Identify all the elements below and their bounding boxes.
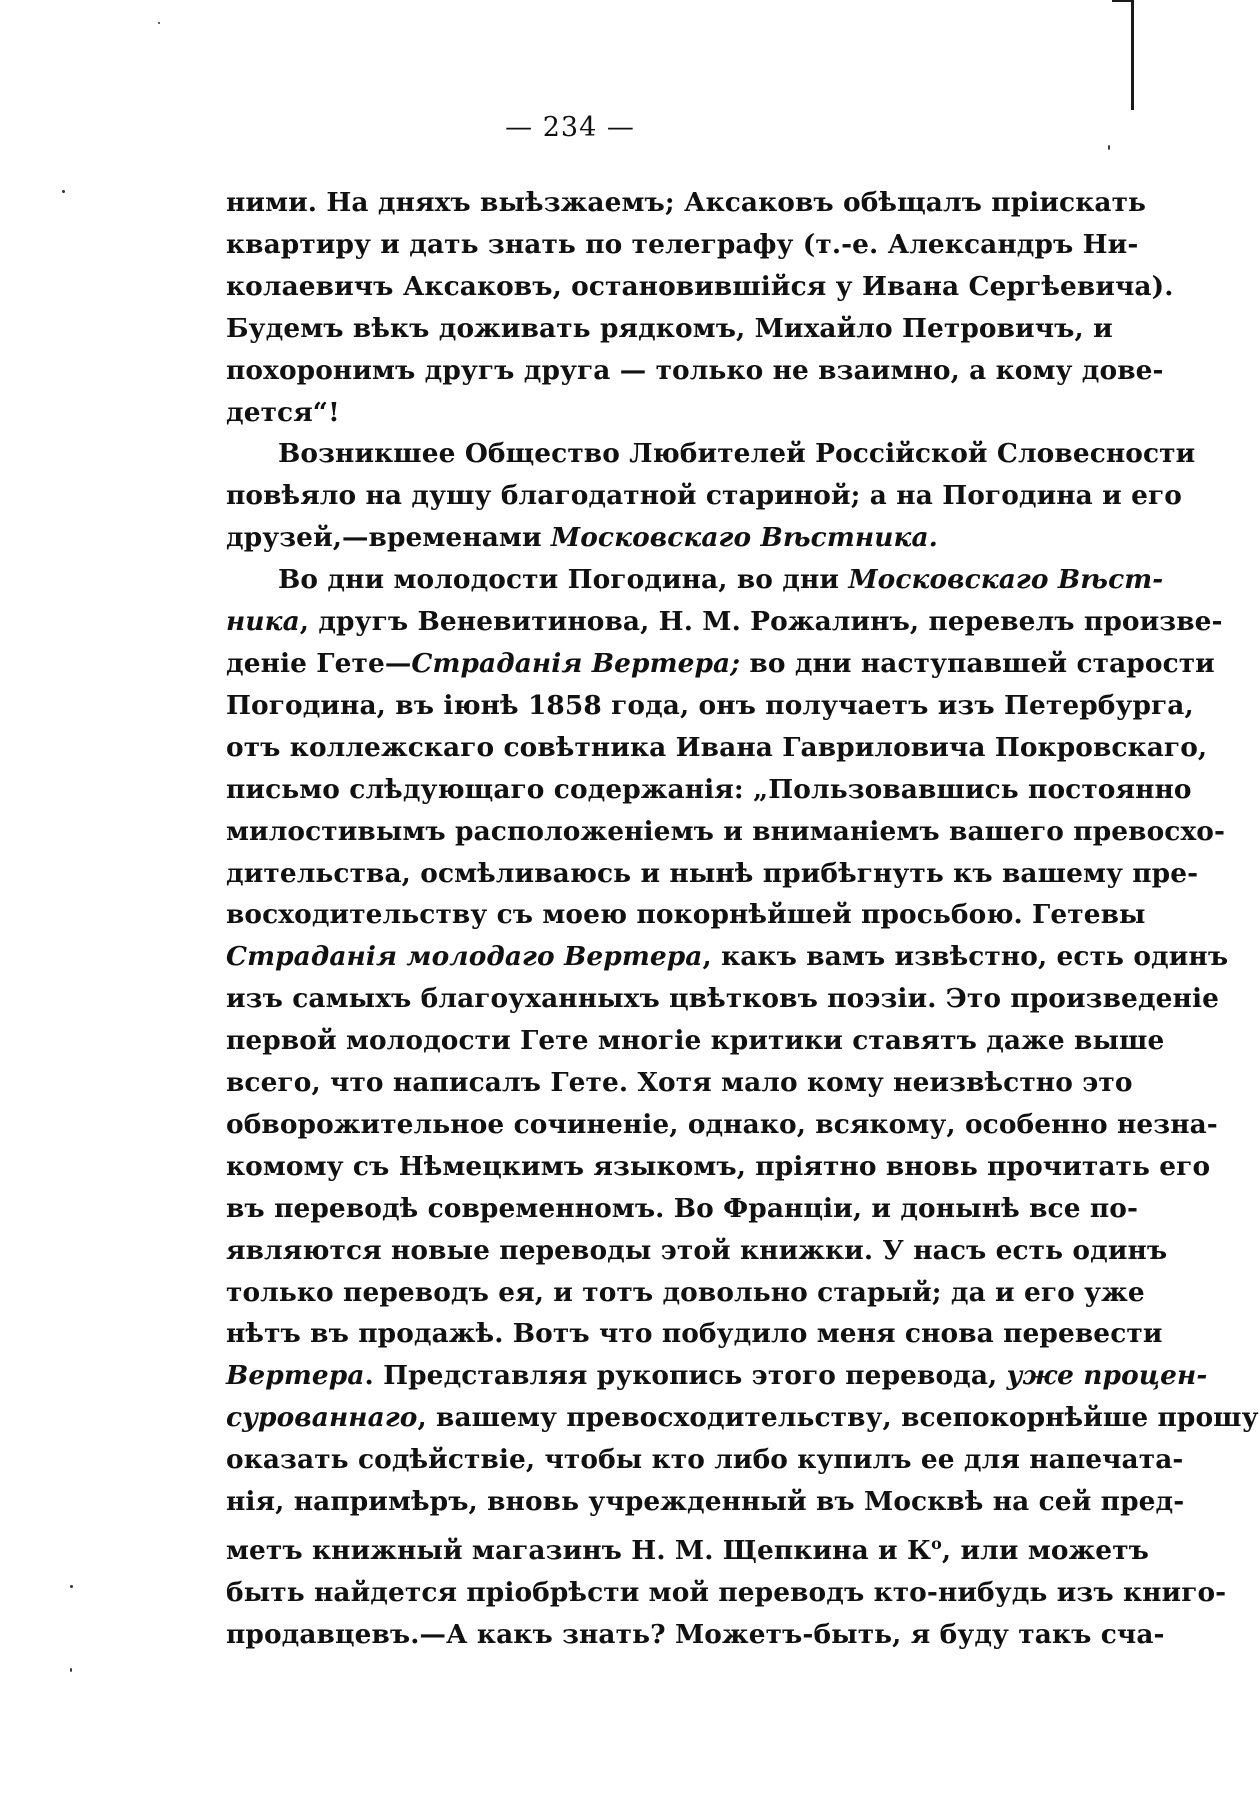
italic-title: Вертера: [226, 1360, 365, 1392]
scan-speck: [1108, 145, 1110, 150]
scan-edge: [1131, 0, 1134, 110]
paragraph-2: [226, 433, 1196, 559]
text-span: , какъ вамъ извѣстно, есть одинъ: [702, 941, 1229, 973]
text-span: , вашему превосходительству, всепокорнѣйше прошу: [417, 1402, 1259, 1434]
text-line: [226, 559, 1164, 601]
text-line: дительства, осмѣливаюсь и нынѣ прибѣгнуть къ вашему пре-: [226, 857, 1199, 889]
scan-speck: [70, 1585, 73, 1588]
text-line: [226, 1355, 1208, 1397]
text-line: Погодина, въ іюнѣ 1858 года, онъ получаетъ изъ Петербурга,: [226, 689, 1194, 721]
text-span: деніе Гете—: [226, 647, 412, 679]
italic-title: Страданія Вертера;: [411, 647, 741, 679]
text-line: дется“!: [226, 396, 340, 428]
text-span: , или можетъ: [941, 1534, 1149, 1566]
text-span: Во дни молодости Погодина, во дни: [278, 564, 849, 596]
text-line: Возникшее Общество Любителей Россійской Словесности: [278, 438, 1196, 470]
text-line: оказать содѣйствіе, чтобы кто либо купилъ ее для напечата-: [226, 1444, 1184, 1476]
scan-speck: [70, 1668, 72, 1672]
text-line: нія, напримѣръ, вновь учрежденный въ Москвѣ на сей пред-: [226, 1486, 1185, 1518]
text-line: ними. На дняхъ выѣзжаемъ; Аксаковъ обѣщалъ пріискать: [226, 187, 1147, 218]
text-line: нѣтъ въ продажѣ. Вотъ что побудило меня снова перевести: [226, 1318, 1163, 1350]
text-line: только переводъ ея, и тотъ довольно старый; да и его уже: [226, 1276, 1145, 1308]
text-span: . Представляя рукопись этого перевода,: [364, 1360, 1007, 1392]
page-number: — 234 —: [505, 112, 635, 143]
text-line: восходительству съ моею покорнѣйшей просьбою. Гетевы: [226, 899, 1146, 931]
text-span: друзей,—временами: [226, 522, 551, 554]
italic-title: Московскаго Вѣст-: [848, 564, 1164, 596]
superscript: о: [931, 1534, 942, 1553]
text-line: [226, 936, 1229, 978]
italic-title: ника: [226, 606, 300, 638]
text-span: , другъ Веневитинова, Н. М. Рожалинъ, перевелъ произве-: [299, 606, 1223, 638]
text-line: комому съ Нѣмецкимъ языкомъ, пріятно вновь прочитать его: [226, 1150, 1211, 1182]
text-line: [226, 1523, 1149, 1572]
text-line: похоронимъ другъ друга — только не взаимно, а кому дове-: [226, 354, 1164, 386]
page-body: [226, 182, 1259, 1656]
paragraph-3: [226, 559, 1259, 1655]
text-line: продавцевъ.—А какъ знать? Можетъ-быть, я буду такъ сча-: [226, 1618, 1165, 1650]
text-line: повѣяло на душу благодатной стариной; а на Погодина и его: [226, 480, 1182, 512]
italic-phrase: сурованнаго: [226, 1402, 418, 1434]
italic-title: Московскаго Вѣстника.: [550, 522, 938, 554]
text-line: [226, 517, 1042, 559]
text-span: метъ книжный магазинъ Н. М. Щепкина и К: [226, 1534, 932, 1566]
text-line: [226, 601, 1223, 643]
text-line: отъ коллежскаго совѣтника Ивана Гавриловича Покровскаго,: [226, 731, 1208, 763]
text-line: обворожительное сочиненіе, однако, всякому, особенно незна-: [226, 1108, 1218, 1140]
text-line: [226, 643, 1215, 685]
paragraph-1: [226, 182, 1174, 433]
text-line: быть найдется пріобрѣсти мой переводъ кто-нибудь изъ книго-: [226, 1576, 1227, 1608]
text-line: являются новые переводы этой книжки. У насъ есть одинъ: [226, 1234, 1168, 1266]
italic-title: Страданія молодаго Вертера: [226, 941, 703, 973]
text-line: первой молодости Гете многіе критики ставятъ даже выше: [226, 1025, 1165, 1057]
text-line: квартиру и дать знать по телеграфу (т.-е. Александръ Ни-: [226, 228, 1139, 260]
text-line: изъ самыхъ благоуханныхъ цвѣтковъ поэзіи. Это произведеніе: [226, 983, 1219, 1015]
text-line: [226, 1397, 1259, 1439]
text-line: колаевичъ Аксаковъ, остановившійся у Ивана Сергѣевича).: [226, 270, 1174, 302]
text-line: всего, что написалъ Гете. Хотя мало кому неизвѣстно это: [226, 1067, 1133, 1099]
text-line: милостивымъ расположеніемъ и вниманіемъ вашего превосхо-: [226, 815, 1226, 847]
scan-speck: [62, 190, 65, 193]
text-line: письмо слѣдующаго содержанія: „Пользовавшись постоянно: [226, 773, 1192, 805]
text-line: въ переводѣ современномъ. Во Франціи, и донынѣ все по-: [226, 1192, 1139, 1224]
italic-phrase: уже процен-: [1006, 1360, 1208, 1392]
scan-speck: [158, 22, 160, 24]
text-line: Будемъ вѣкъ доживать рядкомъ, Михайло Петровичъ, и: [226, 312, 1113, 344]
text-span: во дни наступавшей старости: [740, 647, 1215, 679]
